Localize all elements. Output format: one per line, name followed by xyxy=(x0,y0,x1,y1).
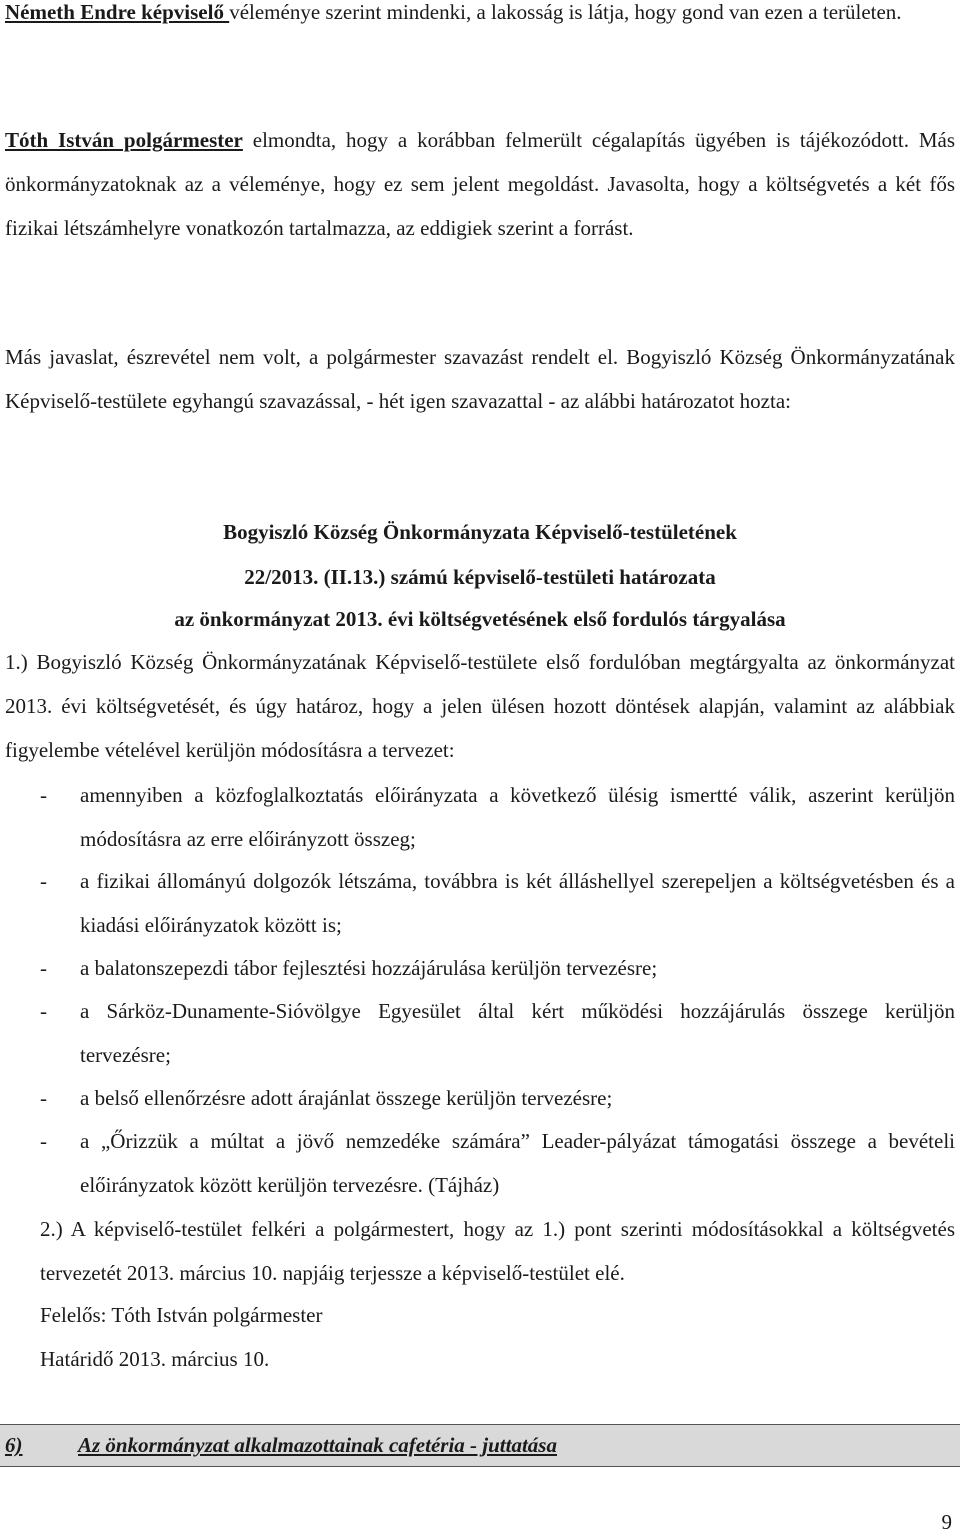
page-number: 9 xyxy=(941,1510,952,1534)
list-item xyxy=(40,946,955,990)
paragraph-toth xyxy=(5,118,955,250)
list-item-text: a Sárköz-Dunamente-Sióvölgye Egyesület által kért működési hozzájárulás összege kerüljön tervezésre; xyxy=(80,999,955,1067)
list-dash: - xyxy=(40,999,47,1023)
paragraph-text: Más javaslat, észrevétel nem volt, a polgármester szavazást rendelt el. Bogyiszló Község Önkormányzatának Képviselő-testülete egyhangú szavazással, - hét igen szavazattal - az alábbi határozatot hozta: xyxy=(5,345,955,413)
list-item-text: amennyiben a közfoglalkoztatás előirányzata a következő ülésig ismertté válik, aszerint kerüljön módosításra az erre előirányzott összeg; xyxy=(80,783,955,851)
list-dash: - xyxy=(40,1129,47,1153)
resolution-point-1 xyxy=(5,640,955,772)
list-item xyxy=(40,773,955,861)
speaker-name: Németh Endre képviselő xyxy=(5,0,230,24)
resolution-point-2 xyxy=(40,1207,955,1295)
list-item xyxy=(40,1119,955,1207)
responsible-line: Felelős: Tóth István polgármester xyxy=(40,1303,323,1327)
resolution-title-line3: az önkormányzat 2013. évi költségvetésének első fordulós tárgyalása xyxy=(174,607,786,631)
speaker-name: Tóth István polgármester xyxy=(5,128,243,152)
paragraph-vote xyxy=(5,335,955,423)
paragraph-text: véleménye szerint mindenki, a lakosság is látja, hogy gond van ezen a területen. xyxy=(229,0,902,24)
resolution-title-line1: Bogyiszló Község Önkormányzata Képviselő-testületének xyxy=(223,520,737,544)
list-item-text: a fizikai állományú dolgozók létszáma, továbbra is két álláshellyel szerepeljen a költségvetésben és a kiadási előirányzatok között is; xyxy=(80,869,955,937)
list-item-text: a „Őrizzük a múltat a jövő nemzedéke számára” Leader-pályázat támogatási összege a bevételi előirányzatok között kerüljön tervezésre. (Tájház) xyxy=(80,1129,955,1197)
list-item-text: a belső ellenőrzésre adott árajánlat összege kerüljön tervezésre; xyxy=(80,1086,613,1110)
list-item xyxy=(40,859,955,947)
section-title: Az önkormányzat alkalmazottainak cafetéria - juttatása xyxy=(78,1433,557,1457)
paragraph-text: elmondta, hogy a korábban felmerült cégalapítás ügyében is tájékozódott. Más önkormányzatoknak az a véleménye, hogy ez sem jelent megoldást. Javasolta, hogy a költségvetés a két fős fizikai létszámhelyre vonatkozón tartalmazza, az eddigiek szerint a forrást. xyxy=(5,128,955,240)
section-heading xyxy=(0,1424,960,1467)
list-item-text: a balatonszepezdi tábor fejlesztési hozzájárulása kerüljön tervezésre; xyxy=(80,956,658,980)
section-number: 6) xyxy=(5,1433,23,1457)
list-item xyxy=(40,989,955,1077)
list-dash: - xyxy=(40,1086,47,1110)
list-dash: - xyxy=(40,956,47,980)
resolution-title-line2: 22/2013. (II.13.) számú képviselő-testületi határozata xyxy=(244,565,716,589)
paragraph-nemeth xyxy=(5,0,955,34)
list-item xyxy=(40,1076,955,1120)
list-dash: - xyxy=(40,869,47,893)
paragraph-text: 2.) A képviselő-testület felkéri a polgármestert, hogy az 1.) pont szerinti módosításokkal a költségvetés tervezetét 2013. március 10. napjáig terjessze a képviselő-testület elé. xyxy=(40,1217,955,1285)
paragraph-text: 1.) Bogyiszló Község Önkormányzatának Képviselő-testülete első fordulóban megtárgyalta az önkormányzat 2013. évi költségvetését, és úgy határoz, hogy a jelen ülésen hozott döntések alapján, valamint az alábbiak figyelembe vételével kerüljön módosításra a tervezet: xyxy=(5,650,955,762)
deadline-line: Határidő 2013. március 10. xyxy=(40,1347,270,1371)
list-dash: - xyxy=(40,783,47,807)
